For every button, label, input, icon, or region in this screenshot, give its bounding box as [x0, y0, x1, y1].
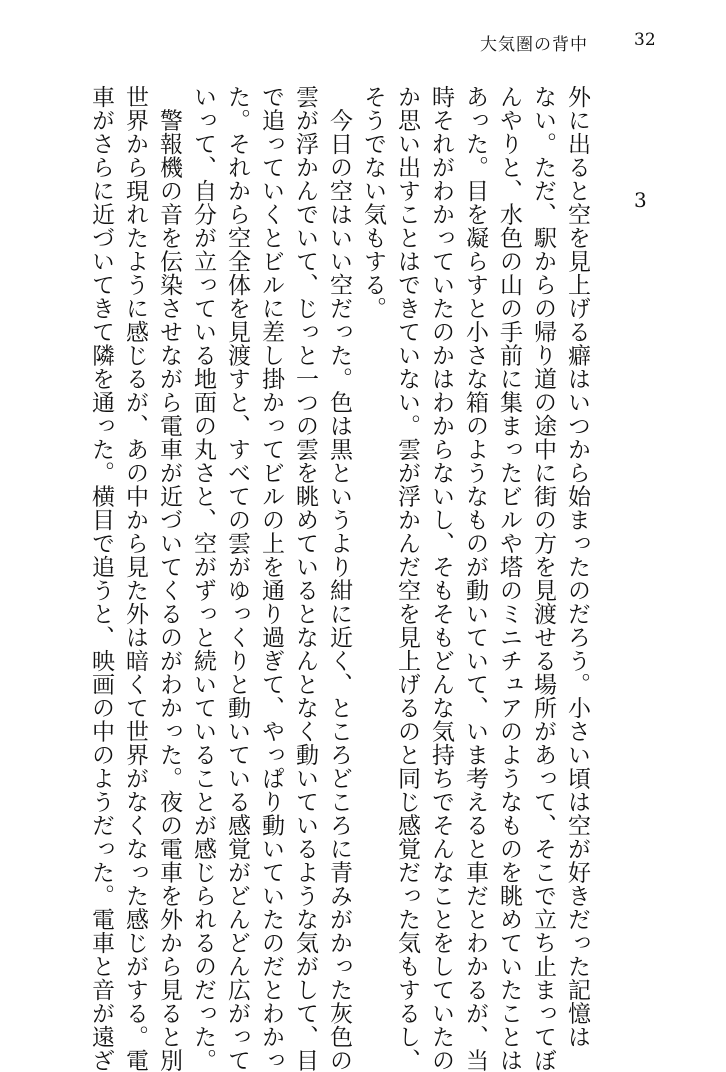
- text-line: 車がさらに近づいてきて隣を通った。横目で追うと、映画の中のようだった。電車と音が遠ざ: [88, 85, 114, 1072]
- text-line: いって、自分が立っている地面の丸さと、空がずっと続いていることが感じられるのだった。: [190, 85, 216, 1072]
- text-line: 雲が浮かんでいて、じっと一つの雲を眺めているとなんとなく動いているような気がして、目: [292, 85, 318, 1072]
- chapter-number: 3: [634, 188, 647, 212]
- text-line: あった。目を凝らすと小さな箱のようなものが動いていて、いま考えると車だとわかるが、当: [462, 85, 488, 1072]
- text-line: そうでない気もする。: [360, 85, 386, 320]
- running-header-title: 大気圏の背中: [480, 35, 588, 55]
- text-line: か思い出すことはできていない。雲が浮かんだ空を見上げるのと同じ感覚だった気もするし、: [394, 85, 420, 1072]
- text-line: 警報機の音を伝染させながら電車が近づいてくるのがわかった。夜の電車を外から見ると別: [156, 85, 182, 1072]
- text-line: た。それから空全体を見渡すと、すべての雲がゆっくりと動いている感覚がどんどん広がって: [224, 85, 250, 1072]
- text-line: 外に出ると空を見上げる癖はいつから始まったのだろう。小さい頃は空が好きだった記憶は: [564, 85, 590, 1049]
- text-line: 世界から現れたように感じるが、あの中から見た外は暗くて世界がなくなった感じがする。電: [122, 85, 148, 1072]
- text-line: ない。ただ、駅からの帰り道の途中に街の方を見渡せる場所があって、そこで立ち止まってぼ: [530, 85, 556, 1072]
- vertical-body-text: [84, 85, 594, 1072]
- text-line: で追っていくとビルに差し掛かってビルの上を通り過ぎて、やっぱり動いていたのだとわかっ: [258, 85, 284, 1072]
- text-line: んやりと、水色の山の手前に集まったビルや塔のミニチュアのようなものを眺めていたことは: [496, 85, 522, 1072]
- page-number: 32: [634, 30, 656, 50]
- text-line: 今日の空はいい空だった。色は黒というより紺に近く、ところどころに青みがかった灰色の: [326, 85, 352, 1072]
- text-line: 時それがわかっていたのかはわからないし、そもそもどんな気持ちでそんなことをしていたの: [428, 85, 454, 1072]
